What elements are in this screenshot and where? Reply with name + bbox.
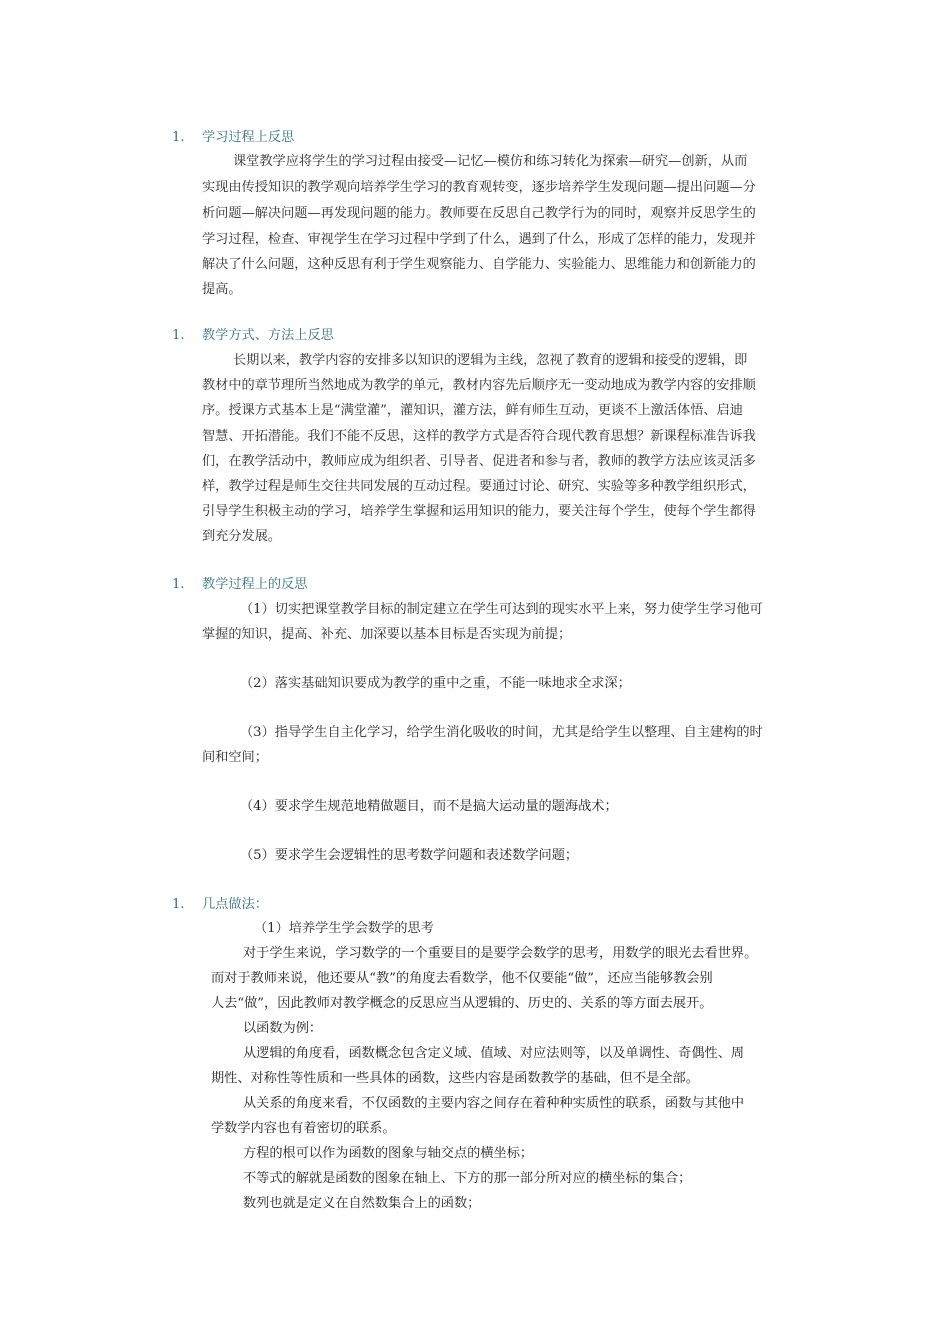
section-4-line: 从逻辑的角度看，函数概念包含定义域、值域、对应法则等，以及单调性、奇偶性、周: [243, 1046, 745, 1061]
section-2-number: 1.: [172, 328, 185, 343]
section-4-line: 数列也就是定义在自然数集合上的函数；: [243, 1196, 481, 1211]
section-2-heading: 教学方式、方法上反思: [202, 328, 334, 343]
section-4-line: 对于学生来说，学习数学的一个重要目的是要学会数学的思考，用数学的眼光去看世界。: [243, 946, 758, 961]
section-4-line: 不等式的解就是函数的图象在轴上、下方的那一部分所对应的横坐标的集合；: [243, 1171, 692, 1186]
section-1-number: 1.: [172, 130, 185, 145]
section-1-line: 学习过程，检查、审视学生在学习过程中学到了什么，遇到了什么，形成了怎样的能力，发现并: [202, 232, 756, 247]
section-1-heading: 学习过程上反思: [202, 130, 295, 145]
section-4-line: 从关系的角度来看，不仅函数的主要内容之间存在着种种实质性的联系，函数与其他中: [243, 1096, 745, 1111]
section-4-line: 方程的根可以作为函数的图象与轴交点的横坐标；: [243, 1146, 534, 1161]
section-3-item-1-cont: 掌握的知识，提高、补充、加深要以基本目标是否实现为前提；: [202, 627, 572, 642]
section-2-line: 序。授课方式基本上是“满堂灌”，灌知识，灌方法，鲜有师生互动，更谈不上激活体悟、启迪: [202, 403, 743, 418]
section-3-item-3-cont: 间和空间；: [202, 750, 268, 765]
section-4-heading: 几点做法：: [202, 897, 268, 912]
section-4-subheading: （1）培养学生学会数学的思考: [254, 921, 434, 936]
section-2-line: 样，教学过程是师生交往共同发展的互动过程。要通过讨论、研究、实验等多种教学组织形式，: [202, 479, 756, 494]
section-1-line: 实现由传授知识的教学观向培养学生学习的教育观转变，逐步培养学生发现问题—提出问题—分: [202, 180, 756, 195]
section-4-line: 以函数为例：: [243, 1021, 323, 1036]
section-1-line: 析问题—解决问题—再发现问题的能力。教师要在反思自己教学行为的同时，观察并反思学生的: [202, 206, 756, 221]
section-4-number: 1.: [172, 897, 185, 912]
section-2-line: 智慧、开拓潜能。我们不能不反思，这样的教学方式是否符合现代教育思想？新课程标准告诉我: [202, 429, 756, 444]
section-2-line: 教材中的章节理所当然地成为教学的单元，教材内容先后顺序无一变动地成为教学内容的安排顺: [202, 378, 756, 393]
section-2-line: 们，在教学活动中，教师应成为组织者、引导者、促进者和参与者，教师的教学方法应该灵活多: [202, 454, 756, 469]
section-1-line: 提高。: [202, 282, 242, 297]
section-3-item-3: （3）指导学生自主化学习，给学生消化吸收的时间，尤其是给学生以整理、自主建构的时: [240, 725, 763, 740]
section-3-item-2: （2）落实基础知识要成为教学的重中之重，不能一味地求全求深；: [240, 676, 631, 691]
section-4-line: 人去“做”，因此教师对教学概念的反思应当从逻辑的、历史的、关系的等方面去展开。: [211, 996, 713, 1011]
section-3-item-5: （5）要求学生会逻辑性的思考数学问题和表述数学问题；: [240, 848, 579, 863]
section-1-line: 课堂教学应将学生的学习过程由接受—记忆—模仿和练习转化为探索—研究—创新，从而: [233, 154, 748, 169]
section-2-line: 长期以来，教学内容的安排多以知识的逻辑为主线，忽视了教育的逻辑和接受的逻辑，即: [233, 353, 748, 368]
section-2-line: 到充分发展。: [202, 529, 282, 544]
section-4-line: 而对于教师来说，他还要从“教”的角度去看数学，他不仅要能“做”，还应当能够教会别: [211, 971, 713, 986]
section-3-number: 1.: [172, 577, 185, 592]
section-4-line: 学数学内容也有着密切的联系。: [211, 1121, 396, 1136]
section-3-heading: 教学过程上的反思: [202, 577, 308, 592]
section-3-item-4: （4）要求学生规范地精做题目，而不是搞大运动量的题海战术；: [240, 799, 618, 814]
section-1-line: 解决了什么问题，这种反思有利于学生观察能力、自学能力、实验能力、思维能力和创新能力的: [202, 257, 756, 272]
section-2-line: 引导学生积极主动的学习，培养学生掌握和运用知识的能力，要关注每个学生，使每个学生都得: [202, 504, 756, 519]
section-4-line: 期性、对称性等性质和一些具体的函数，这些内容是函数教学的基础，但不是全部。: [211, 1071, 699, 1086]
section-3-item-1: （1）切实把课堂教学目标的制定建立在学生可达到的现实水平上来，努力使学生学习他可: [240, 602, 763, 617]
